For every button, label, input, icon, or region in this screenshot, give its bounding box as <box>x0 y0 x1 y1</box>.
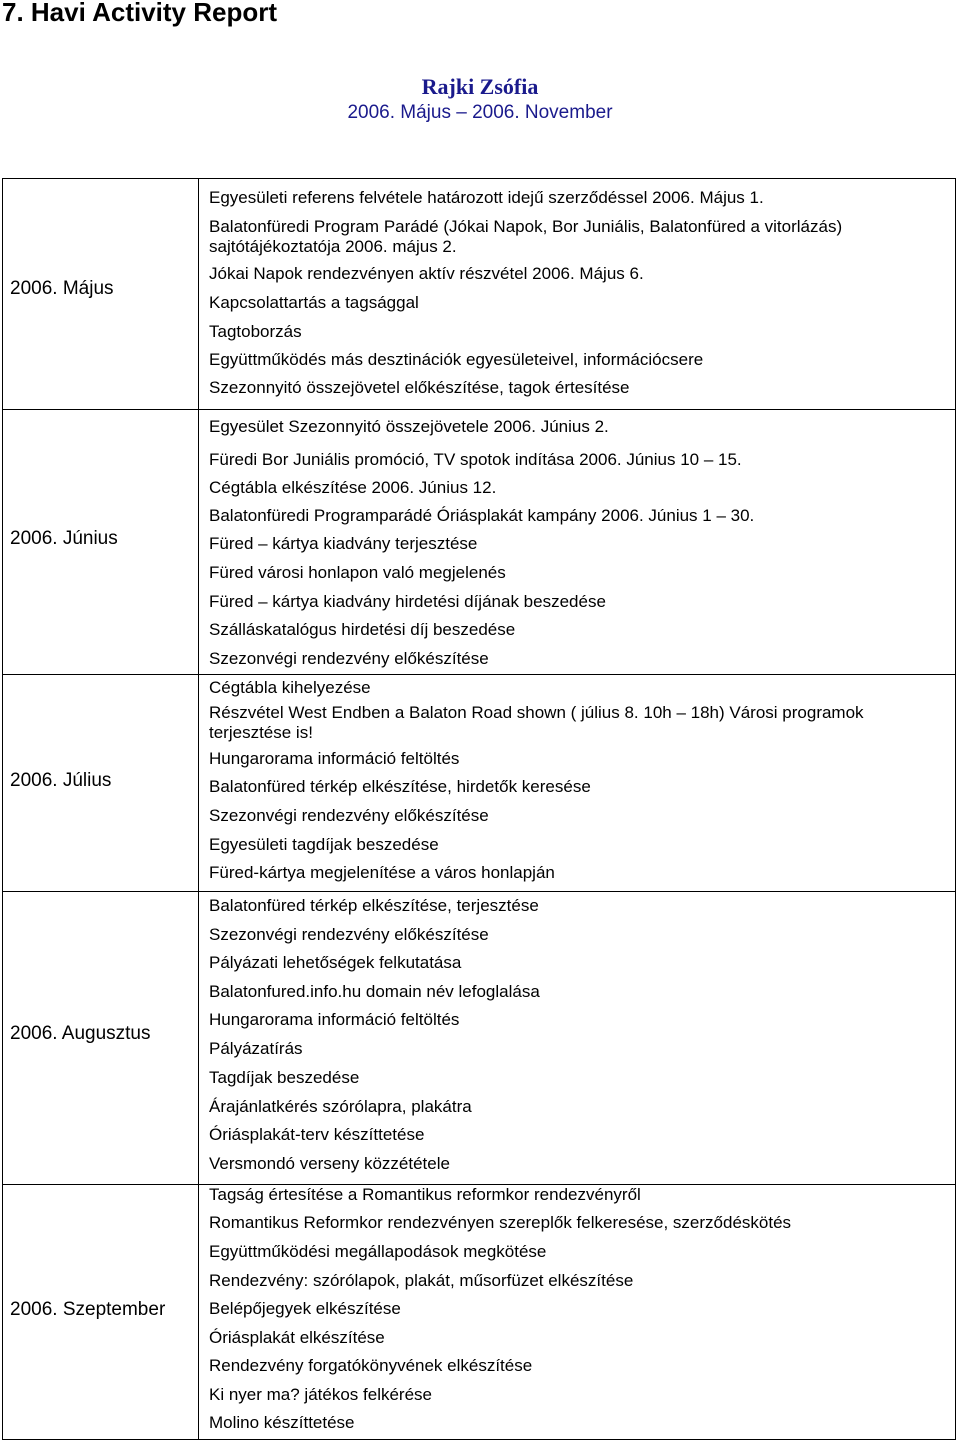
month-cell <box>3 179 199 410</box>
list-item: Balatonfüred térkép elkészítése, terjesztése <box>209 896 539 915</box>
report-period: 2006. Május – 2006. November <box>347 102 613 123</box>
list-item: Szezonvégi rendezvény előkészítése <box>209 649 489 668</box>
list-item: Balatonfüredi Programparádé Óriásplakát kampány 2006. Június 1 – 30. <box>209 506 755 525</box>
list-item: Együttműködési megállapodások megkötése <box>209 1242 547 1261</box>
list-item: Füred városi honlapon való megjelenés <box>209 563 506 582</box>
list-item: Együttműködés más desztinációk egyesületeivel, információcsere <box>209 350 704 369</box>
list-item: Balatonfured.info.hu domain név lefoglalása <box>209 982 540 1001</box>
list-item: Tagdíjak beszedése <box>209 1068 360 1087</box>
activities-cell <box>199 179 956 410</box>
month-cell <box>3 892 199 1185</box>
list-item: Hungarorama információ feltöltés <box>209 1010 460 1029</box>
month-label: 2006. Szeptember <box>10 1299 166 1320</box>
author-name: Rajki Zsófia <box>421 74 539 99</box>
list-item: Egyesület Szezonnyitó összejövetele 2006. Június 2. <box>209 417 609 436</box>
month-cell <box>3 1185 199 1440</box>
month-label: 2006. Július <box>10 770 112 791</box>
list-item: Szezonnyitó összejövetel előkészítése, tagok értesítése <box>209 378 630 397</box>
list-item: Árajánlatkérés szórólapra, plakátra <box>209 1097 472 1116</box>
list-item: Balatonfüred térkép elkészítése, hirdetők keresése <box>209 777 591 796</box>
list-item: Részvétel West Endben a Balaton Road shown ( július 8. 10h – 18h) Városi programok terjesztése is! <box>209 703 864 742</box>
list-item: Füred – kártya kiadvány hirdetési díjának beszedése <box>209 592 606 611</box>
table-row <box>3 179 956 410</box>
activities-cell <box>199 675 956 892</box>
table-row <box>3 1185 956 1440</box>
list-item: Egyesületi referens felvétele határozott idejű szerződéssel 2006. Május 1. <box>209 188 764 207</box>
list-item: Hungarorama információ feltöltés <box>209 749 460 768</box>
list-item: Pályázatírás <box>209 1039 303 1058</box>
list-item: Füred – kártya kiadvány terjesztése <box>209 534 478 553</box>
activity-table <box>2 178 956 1440</box>
list-item: Belépőjegyek elkészítése <box>209 1299 401 1318</box>
list-item: Rendezvény: szórólapok, plakát, műsorfüzet elkészítése <box>209 1271 634 1290</box>
table-row <box>3 410 956 675</box>
list-item: Jókai Napok rendezvényen aktív részvétel 2006. Május 6. <box>209 264 644 283</box>
list-item: Füredi Bor Juniális promóció, TV spotok indítása 2006. Június 10 – 15. <box>209 450 742 469</box>
list-item: Tagtoborzás <box>209 322 302 341</box>
report-heading: 7. Havi Activity Report <box>2 0 278 27</box>
list-item: Szezonvégi rendezvény előkészítése <box>209 806 489 825</box>
table-row <box>3 892 956 1185</box>
list-item: Cégtábla elkészítése 2006. Június 12. <box>209 478 497 497</box>
activities-cell <box>199 892 956 1185</box>
list-item: Kapcsolattartás a tagsággal <box>209 293 419 312</box>
list-item: Balatonfüredi Program Parádé (Jókai Napok, Bor Juniális, Balatonfüred a vitorlázás) sajtótájékoztatója 2006. május 2. <box>209 217 843 256</box>
list-item: Romantikus Reformkor rendezvényen szereplők felkeresése, szerződéskötés <box>209 1213 792 1232</box>
list-item: Óriásplakát-terv készíttetése <box>209 1125 425 1144</box>
month-label: 2006. Június <box>10 528 118 549</box>
list-item: Tagság értesítése a Romantikus reformkor rendezvényről <box>209 1185 641 1204</box>
list-item: Cégtábla kihelyezése <box>209 678 371 697</box>
activities-cell <box>199 410 956 675</box>
list-item: Óriásplakát elkészítése <box>209 1328 385 1347</box>
month-cell <box>3 410 199 675</box>
list-item: Pályázati lehetőségek felkutatása <box>209 953 462 972</box>
month-cell <box>3 675 199 892</box>
list-item: Szálláskatalógus hirdetési díj beszedése <box>209 620 516 639</box>
table-row <box>3 675 956 892</box>
list-item: Füred-kártya megjelenítése a város honlapján <box>209 863 555 882</box>
list-item: Rendezvény forgatókönyvének elkészítése <box>209 1356 533 1375</box>
activities-cell <box>199 1185 956 1440</box>
list-item: Versmondó verseny közzététele <box>209 1154 450 1173</box>
list-item: Egyesületi tagdíjak beszedése <box>209 835 439 854</box>
month-label: 2006. Augusztus <box>10 1023 151 1044</box>
list-item: Molino készíttetése <box>209 1413 355 1432</box>
list-item: Ki nyer ma? játékos felkérése <box>209 1385 432 1404</box>
list-item: Szezonvégi rendezvény előkészítése <box>209 925 489 944</box>
month-label: 2006. Május <box>10 278 114 299</box>
